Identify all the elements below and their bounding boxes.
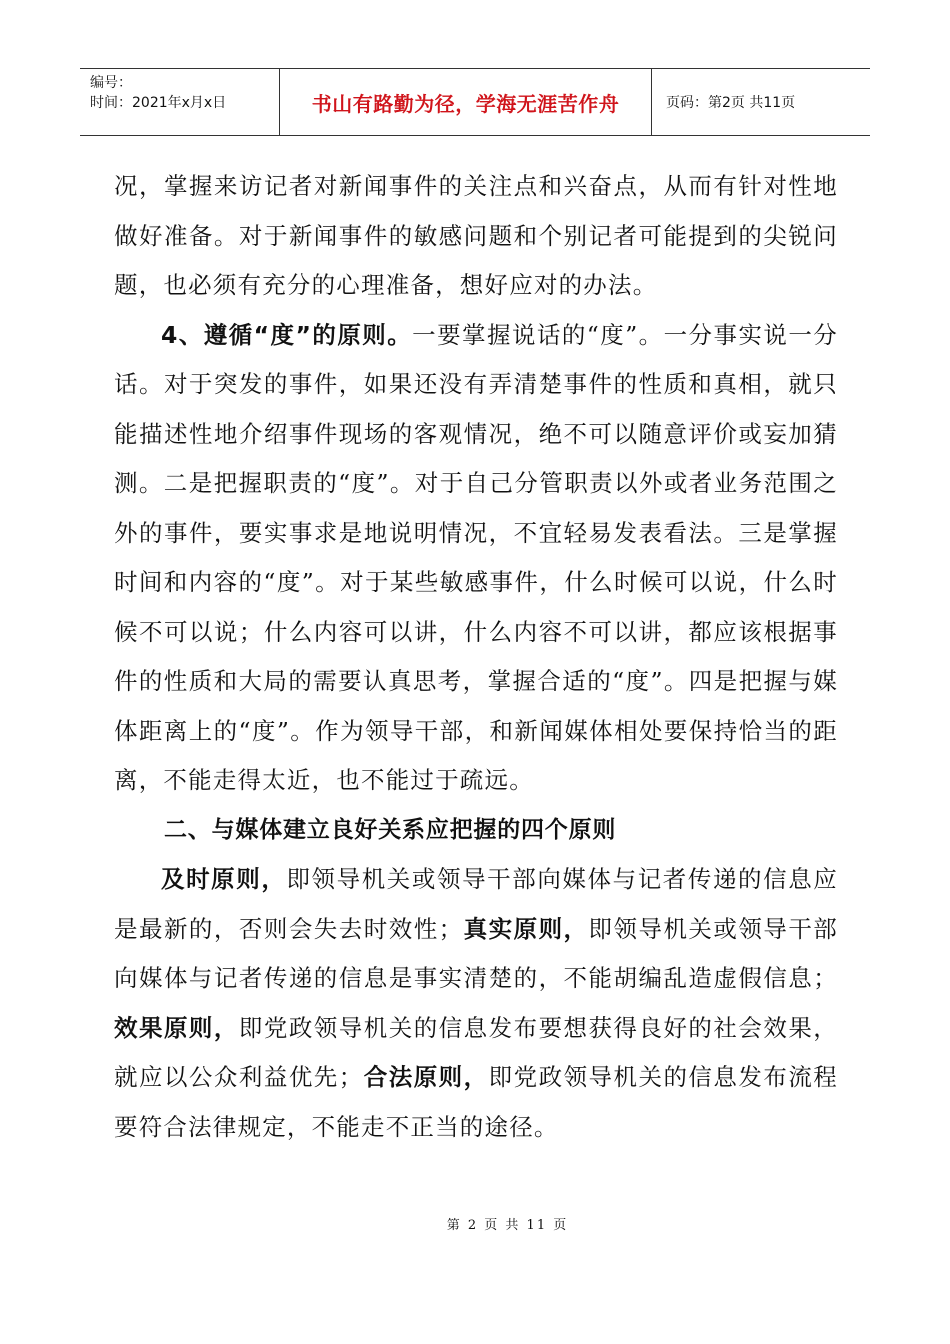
footer-page-number: 第 2 页 共 11 页 xyxy=(446,1218,569,1233)
effect-text: 即党政领导机关的信息发布要想获得良好的社会效果，就应以公众利益优先； xyxy=(114,1013,838,1091)
truth-principle: 真实原则， xyxy=(463,914,589,943)
date-label: 时间：2021年x月x日 xyxy=(90,95,227,111)
principle-4-title: 4、遵循“度”的原则。 xyxy=(161,320,413,349)
legal-principle: 合法原则， xyxy=(363,1063,489,1091)
truth-text: 即领导机关或领导干部向媒体与记者传递的信息是事实清楚的，不能胡编乱造虚假信息； xyxy=(114,914,839,992)
header-page-number: 页码：第2页 共11页 xyxy=(666,95,796,111)
header-meta xyxy=(80,69,280,135)
section-heading-2: 二、与媒体建立良好关系应把握的四个原则 xyxy=(164,816,617,843)
page-footer xyxy=(0,1214,950,1233)
paragraph-2-text: 一要掌握说话的“度”。一分事实说一分话。对于突发的事件，如果还没有弄清楚事件的性质和真相，就只能描述性地介绍事件现场的客观情况，绝不可以随意评价或妄加猜测。二是把握职责的“度”。对于自己分管职责以外或者业务范围之外的事件，要实事求是地说明情况，不宜轻易发表看法。三是掌握时间和内容的“度”。对于某些敏感事件，什么时候可以说，什么时候不可以说；什么内容可以讲，什么内容不可以讲，都应该根据事件的性质和大局的需要认真思考，掌握合适的“度”。四是把握与媒体距离上的“度”。作为领导干部，和新闻媒体相处要保持恰当的距离，不能走得太近，也不能过于疏远。 xyxy=(114,320,838,794)
code-label: 编号： xyxy=(90,75,132,91)
document-body xyxy=(114,162,838,1152)
legal-text: 即党政领导机关的信息发布流程要符合法律规定，不能走不正当的途径。 xyxy=(114,1063,839,1141)
header-table xyxy=(80,68,870,136)
effect-principle: 效果原则， xyxy=(114,1013,239,1042)
timely-text: 即领导机关或领导干部向媒体与记者传递的信息应是最新的，否则会失去时效性； xyxy=(114,865,839,943)
paragraph-1: 况，掌握来访记者对新闻事件的关注点和兴奋点，从而有针对性地做好准备。对于新闻事件的敏感问题和个别记者可能提到的尖锐问题，也必须有充分的心理准备，想好应对的办法。 xyxy=(114,172,838,299)
paragraph-2 xyxy=(114,311,838,806)
header-motto: 书山有路勤为径，学海无涯苦作舟 xyxy=(280,69,652,135)
paragraph-3 xyxy=(114,855,838,1152)
timely-principle: 及时原则， xyxy=(161,865,287,893)
